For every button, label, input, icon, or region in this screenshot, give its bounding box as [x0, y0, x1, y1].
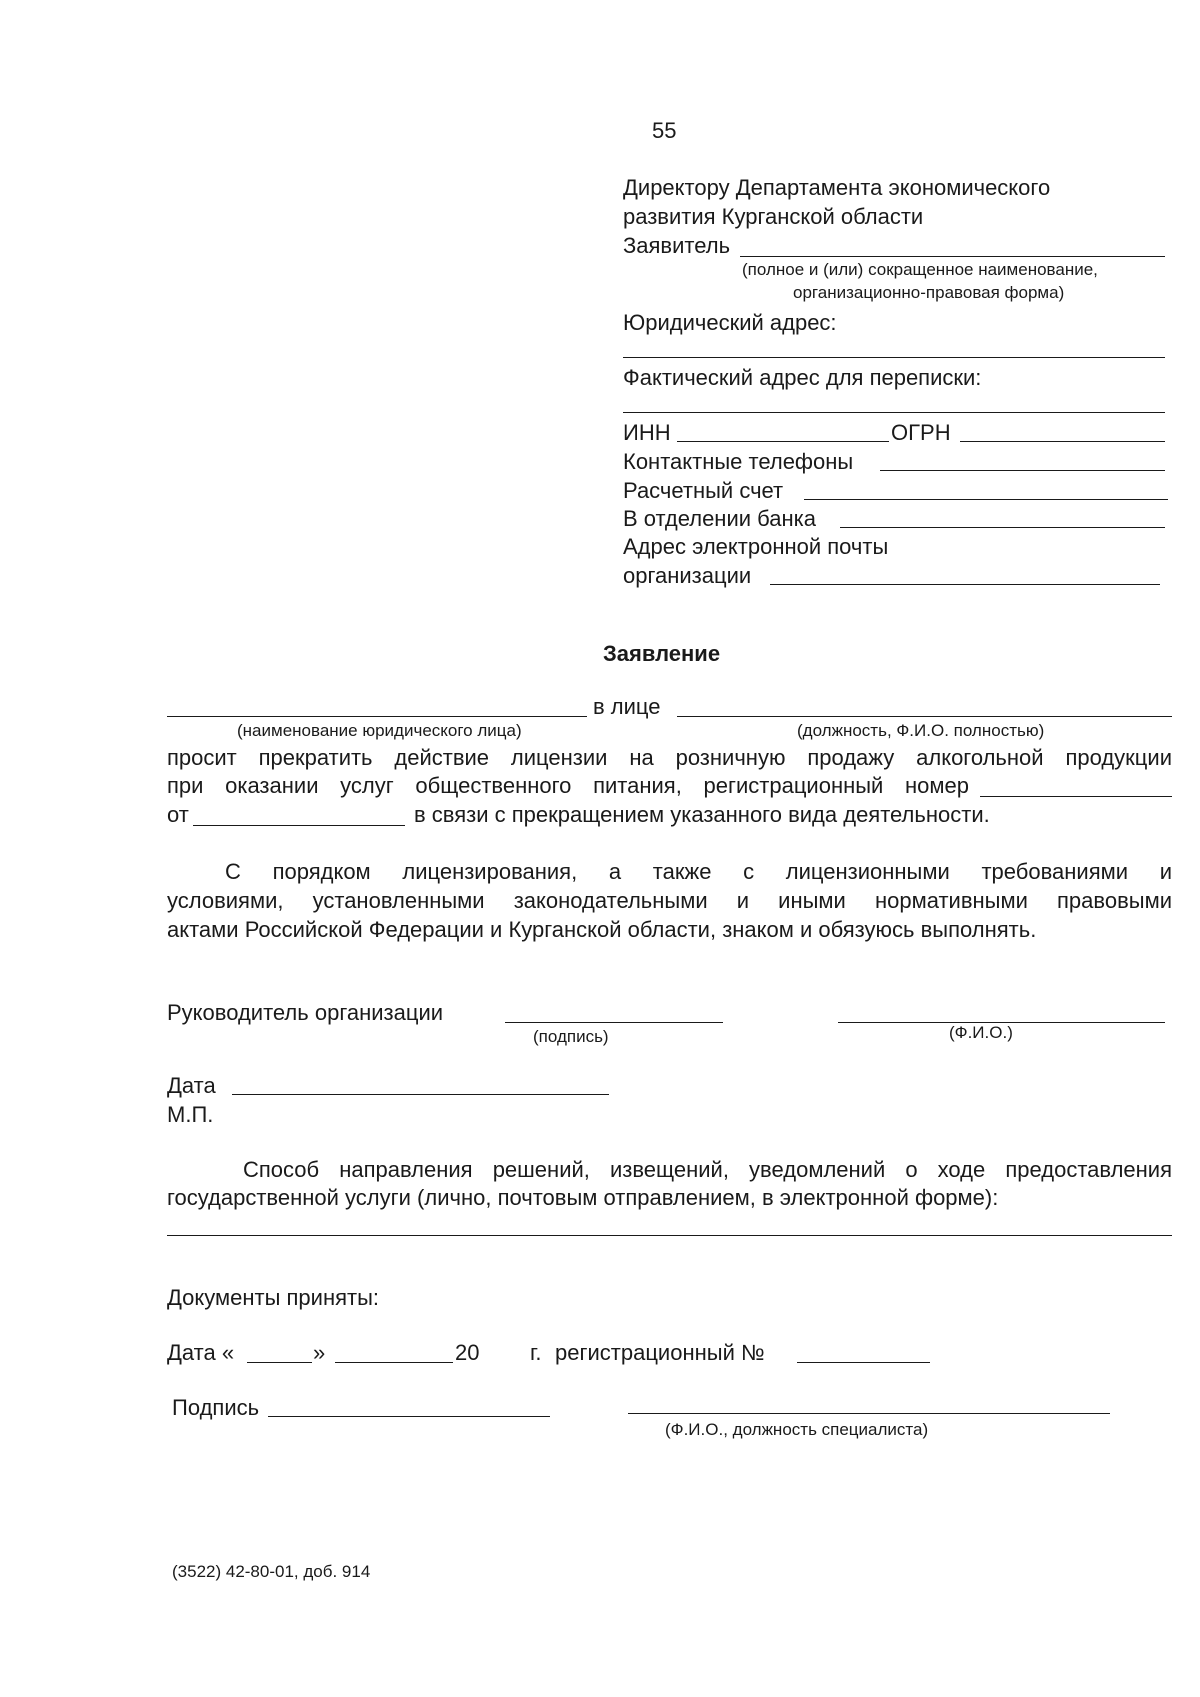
accept-signature-field[interactable]	[268, 1416, 550, 1417]
date-from-field[interactable]	[193, 825, 405, 826]
agreement-line-2: условиями, установленными законодательными и иными нормативными правовыми	[167, 888, 1172, 913]
docs-accepted-label: Документы приняты:	[167, 1285, 380, 1310]
entity-name-field[interactable]	[167, 716, 587, 717]
person-caption: (должность, Ф.И.О. полностью)	[797, 721, 1045, 740]
email-label-2: организации	[623, 563, 752, 588]
delivery-method-field[interactable]	[167, 1235, 1172, 1236]
bank-field[interactable]	[840, 527, 1165, 528]
account-label: Расчетный счет	[623, 478, 784, 503]
applicant-caption-2: организационно-правовая форма)	[793, 283, 1065, 302]
registration-number-field[interactable]	[980, 796, 1172, 797]
accept-month-field[interactable]	[335, 1362, 453, 1363]
inn-field[interactable]	[677, 441, 889, 442]
email-label-1: Адрес электронной почты	[623, 534, 889, 559]
legal-address-field[interactable]	[623, 357, 1165, 358]
from-label: от	[167, 802, 189, 827]
agreement-line-1: С порядком лицензирования, а также с лицензионными требованиями и	[225, 859, 1172, 884]
page-number: 55	[652, 118, 677, 143]
legal-address-label: Юридический адрес:	[623, 310, 837, 335]
footer-phone: (3522) 42-80-01, доб. 914	[172, 1562, 371, 1581]
accept-year-prefix: 20	[455, 1340, 480, 1365]
specialist-caption: (Ф.И.О., должность специалиста)	[665, 1420, 929, 1439]
accept-signature-label: Подпись	[172, 1395, 260, 1420]
document-title: Заявление	[603, 641, 721, 666]
accept-day-field[interactable]	[247, 1362, 312, 1363]
applicant-field[interactable]	[740, 256, 1165, 257]
accept-year-suffix: г.	[530, 1340, 542, 1365]
account-field[interactable]	[804, 499, 1168, 500]
email-field[interactable]	[770, 584, 1160, 585]
statement-line-2: при оказании услуг общественного питания, регистрационный номер	[167, 773, 969, 798]
accept-date-label: Дата «	[167, 1340, 235, 1365]
entity-caption: (наименование юридического лица)	[237, 721, 522, 740]
bank-label: В отделении банка	[623, 506, 816, 531]
ogrn-label: ОГРН	[891, 420, 951, 445]
applicant-label: Заявитель	[623, 233, 731, 258]
actual-address-label: Фактический адрес для переписки:	[623, 365, 982, 390]
head-signature-field[interactable]	[505, 1022, 723, 1023]
agreement-line-3: актами Российской Федерации и Курганской области, знаком и обязуюсь выполнять.	[167, 917, 1037, 942]
applicant-caption-1: (полное и (или) сокращенное наименование,	[742, 260, 1098, 279]
registration-number-accept-field[interactable]	[797, 1362, 930, 1363]
delivery-line-1: Способ направления решений, извещений, уведомлений о ходе предоставления	[243, 1157, 1172, 1182]
phones-field[interactable]	[880, 470, 1165, 471]
registration-label: регистрационный №	[555, 1340, 765, 1365]
accept-quote-close: »	[313, 1340, 326, 1365]
statement-line-1: просит прекратить действие лицензии на розничную продажу алкогольной продукции	[167, 745, 1172, 770]
specialist-field[interactable]	[628, 1413, 1110, 1414]
actual-address-field[interactable]	[623, 412, 1165, 413]
recipient-line-2: развития Курганской области	[623, 204, 924, 229]
in-person-label: в лице	[593, 694, 661, 719]
statement-line-3: в связи с прекращением указанного вида деятельности.	[414, 802, 990, 827]
person-field[interactable]	[677, 716, 1172, 717]
stamp-label: М.П.	[167, 1102, 214, 1127]
date-label: Дата	[167, 1073, 216, 1098]
date-field[interactable]	[232, 1094, 609, 1095]
delivery-line-2: государственной услуги (лично, почтовым отправлением, в электронной форме):	[167, 1185, 999, 1210]
head-label: Руководитель организации	[167, 1000, 444, 1025]
ogrn-field[interactable]	[960, 441, 1165, 442]
name-caption: (Ф.И.О.)	[949, 1023, 1013, 1042]
phones-label: Контактные телефоны	[623, 449, 854, 474]
inn-label: ИНН	[623, 420, 671, 445]
signature-caption: (подпись)	[533, 1027, 609, 1046]
recipient-line-1: Директору Департамента экономического	[623, 175, 1051, 200]
